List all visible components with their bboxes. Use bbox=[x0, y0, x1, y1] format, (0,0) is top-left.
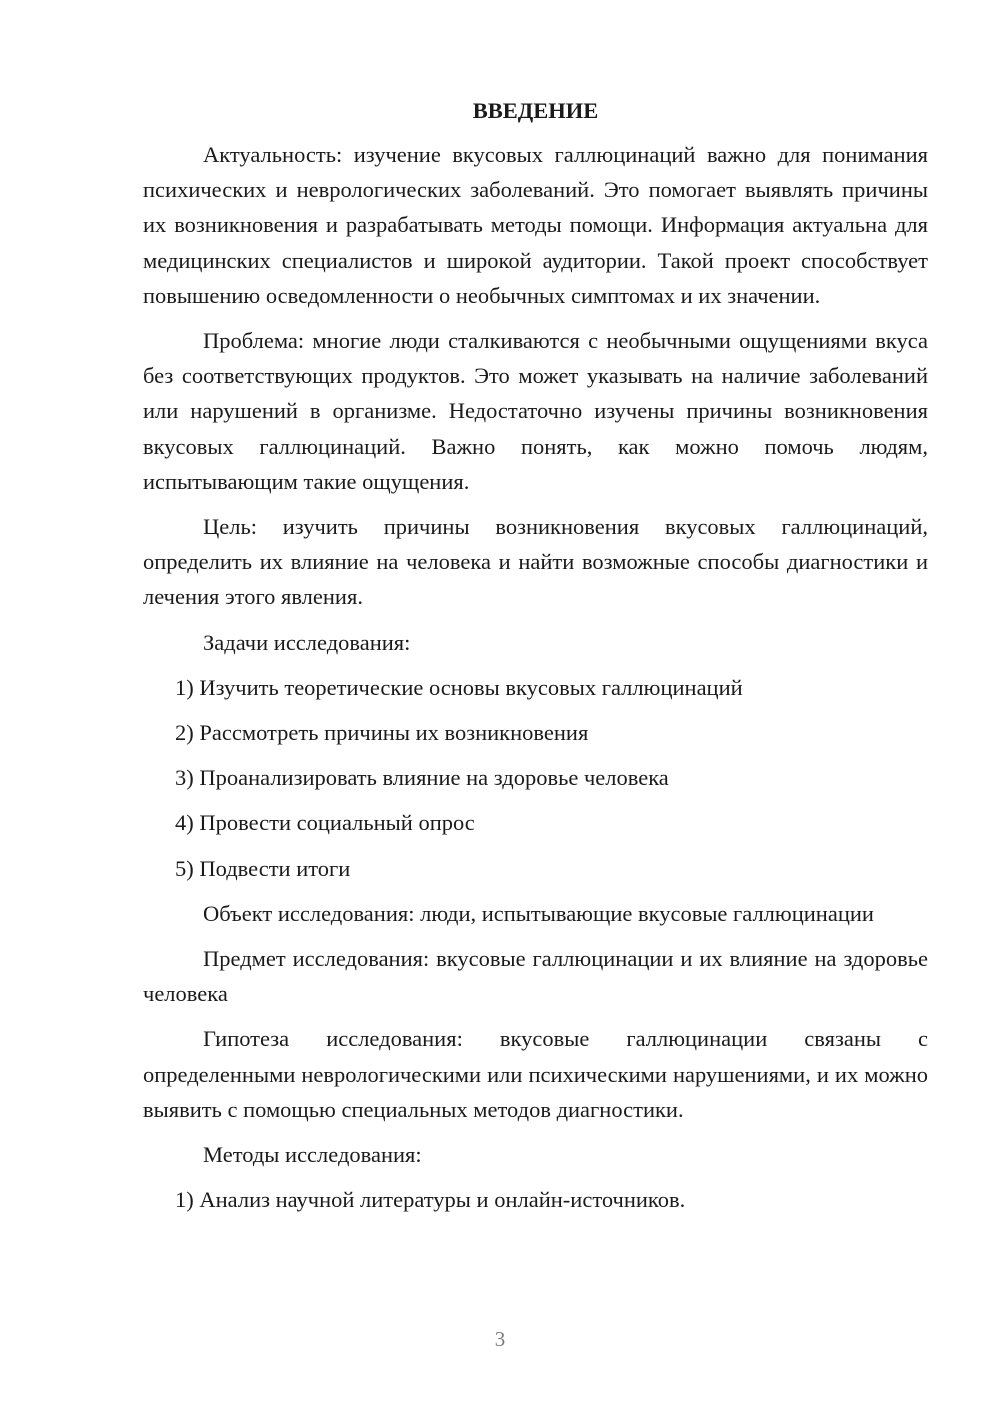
methods-heading: Методы исследования: bbox=[203, 1142, 422, 1168]
tasks-heading: Задачи исследования: bbox=[203, 629, 411, 655]
problem-paragraph: Проблема: многие люди сталкиваются с необычными ощущениями вкуса без соответствующих продуктов. Это может указывать на наличие заболеваний или нарушений в организме. Недостаточно изучены причины возникновения вкусовых галлюцинаций. Важно понять, как можно помочь людям, испытывающим такие ощущения. bbox=[143, 328, 928, 494]
task-item: 5) Подвести итоги bbox=[175, 855, 351, 881]
object-paragraph: Объект исследования: люди, испытывающие вкусовые галлюцинации bbox=[203, 900, 874, 926]
task-item: 2) Рассмотреть причины их возникновения bbox=[175, 720, 589, 746]
page-number: 3 bbox=[494, 1327, 506, 1351]
document-page bbox=[143, 96, 928, 1227]
method-item: 1) Анализ научной литературы и онлайн-источников. bbox=[175, 1187, 686, 1213]
page-title: ВВЕДЕНИЕ bbox=[472, 98, 599, 123]
goal-paragraph: Цель: изучить причины возникновения вкусовых галлюцинаций, определить их влияние на человека и найти возможные способы диагностики и лечения этого явления. bbox=[143, 514, 928, 610]
relevance-paragraph: Актуальность: изучение вкусовых галлюцинаций важно для понимания психических и неврологических заболеваний. Это помогает выявлять причины их возникновения и разрабатывать методы помощи. Информация актуальна для медицинских специалистов и широкой аудитории. Такой проект способствует повышению осведомленности о необычных симптомах и их значении. bbox=[143, 142, 928, 308]
subject-paragraph: Предмет исследования: вкусовые галлюцинации и их влияние на здоровье человека bbox=[143, 946, 928, 1007]
task-item: 3) Проанализировать влияние на здоровье человека bbox=[175, 765, 669, 791]
hypothesis-paragraph: Гипотеза исследования: вкусовые галлюцинации связаны с определенными неврологическими или психическими нарушениями, и их можно выявить с помощью специальных методов диагностики. bbox=[143, 1026, 928, 1122]
task-item: 4) Провести социальный опрос bbox=[175, 810, 475, 836]
task-item: 1) Изучить теоретические основы вкусовых галлюцинаций bbox=[175, 674, 743, 700]
